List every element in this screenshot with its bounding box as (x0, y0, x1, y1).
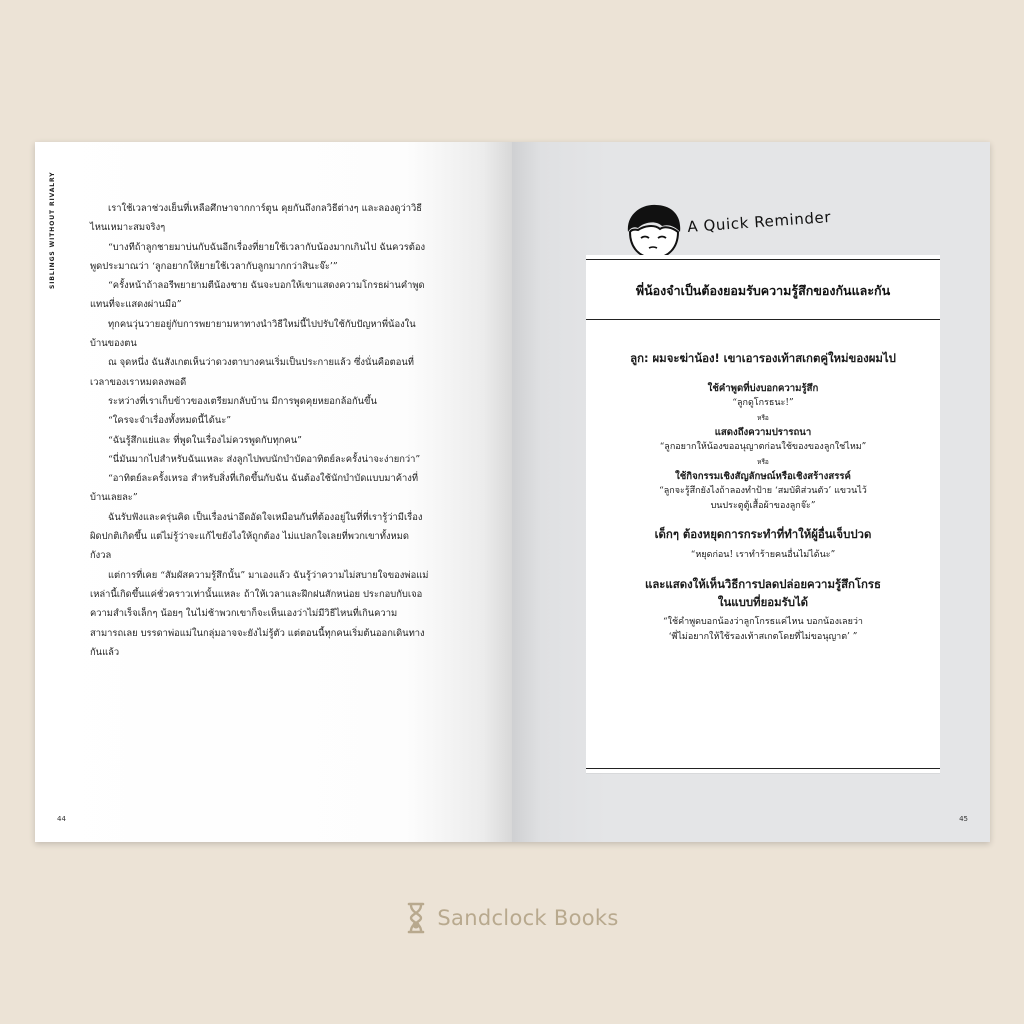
option-quote: “ลูกดูโกรธนะ!” (732, 398, 794, 408)
or-label: หรือ (757, 458, 769, 466)
release-quote: “ใช้คำพูดบอกน้องว่าลูกโกรธแค่ไหน บอกน้องเลยว่า (663, 617, 863, 627)
page-number-left: 44 (57, 815, 66, 823)
left-page (35, 142, 512, 842)
option-quote: “ลูกจะรู้สึกยังไงถ้าลองทำป้าย ‘สมบัติส่วนตัว’ แขวนไว้ (659, 486, 867, 496)
stop-quote: “หยุดก่อน! เราทำร้ายคนอื่นไม่ได้นะ” (690, 550, 836, 560)
paragraph: “อาทิตย์ละครั้งเหรอ สำหรับสิ่งที่เกิดขึ้นกับฉัน ฉันต้องใช้นักบำบัดแบบมาค้างที่บ้านเลยละ” (90, 473, 419, 504)
reminder-title: A Quick Reminder (686, 207, 832, 236)
spacer (596, 514, 930, 526)
release-heading: และแสดงให้เห็นวิธีการปลดปล่อยความรู้สึกโกรธ (644, 577, 882, 591)
paragraph: เราใช้เวลาช่วงเย็นที่เหลือศึกษาจากการ์ตูน คุยกันถึงกลวิธีต่างๆ และลองดูว่าวิธีไหนเหมาะสมจริงๆ (90, 203, 422, 234)
or-label: หรือ (757, 414, 769, 422)
paragraph: “ฉันรู้สึกแย่และ ที่พูดในเรื่องไม่ควรพูดกับทุกคน” (108, 434, 302, 446)
reminder-card (586, 255, 940, 773)
card-content (596, 350, 930, 645)
release-heading: ในแบบที่ยอมรับได้ (717, 595, 809, 609)
card-bottom-rule (586, 768, 940, 769)
book-spread (35, 142, 990, 842)
option-heading: แสดงถึงความปรารถนา (714, 427, 812, 438)
paragraph: “ใครจะจำเรื่องทั้งหมดนี้ได้นะ” (108, 415, 232, 427)
body-text (90, 199, 430, 662)
paragraph: “นี่มันมากไปสำหรับฉันแหละ ส่งลูกไปพบนักบำบัดอาทิตย์ละครั้งน่าจะง่ายกว่า” (108, 453, 421, 465)
option-heading: ใช้กิจกรรมเชิงสัญลักษณ์หรือเชิงสร้างสรรค์ (675, 471, 851, 482)
card-top-rule (586, 259, 940, 260)
paragraph: ระหว่างที่เราเก็บข้าวของเตรียมกลับบ้าน มีการพูดคุยหยอกล้อกันขึ้น (108, 395, 377, 407)
hourglass-icon (405, 901, 427, 935)
card-title-rule (586, 319, 940, 320)
running-head: SIBLINGS WITHOUT RIVALRY (49, 172, 56, 290)
spacer (596, 563, 930, 575)
paragraph: “บางทีถ้าลูกชายมาบ่นกับฉันอีกเรื่องที่ยายใช้เวลากับน้องมากเกินไป ฉันควรต้องพูดประมาณว่า ‘ลูกอยากให้ยายใช้เวลากับลูกมากกว่าสินะจ๊ะ’” (90, 241, 426, 272)
option-heading: ใช้คำพูดที่บ่งบอกความรู้สึก (707, 383, 819, 394)
card-title: พี่น้องจำเป็นต้องยอมรับความรู้สึกของกันและกัน (635, 283, 891, 298)
stop-heading: เด็กๆ ต้องหยุดการกระทำที่ทำให้ผู้อื่นเจ็บปวด (654, 527, 872, 541)
child-line: ลูก: ผมจะฆ่าน้อง! เขาเอารองเท้าสเกตคู่ใหม่ของผมไป (630, 351, 896, 365)
paragraph: แต่การที่เคย “สัมผัสความรู้สึกนั้น” มาเองแล้ว ฉันรู้ว่าความไม่สบายใจของพ่อแม่เหล่านี้เกิดขึ้นแค่ชั่วคราวเท่านั้นแหละ ถ้าให้เวลาและฝึกฝนสักหน่อย ประกอบกับเจอความสำเร็จเล็กๆ น้อยๆ ในไม่ช้าพวกเขาก็จะเห็นเองว่าไม่มีวิธีไหนที่เกินความสามารถเลย บรรดาพ่อแม่ในกลุ่มอาจจะยังไม่รู้ตัว แต่ตอนนี้ทุกคนเริ่มต้นออกเดินทางกันแล้ว (90, 569, 429, 658)
paragraph: ทุกคนวุ่นวายอยู่กับการพยายามหาทางนำวิธีใหม่นี้ไปปรับใช้กับปัญหาพี่น้องในบ้านของตน (90, 318, 416, 350)
option-quote: บนประตูตู้เสื้อผ้าของลูกจ๊ะ” (710, 501, 816, 511)
page-number-right: 45 (959, 815, 968, 823)
paragraph: “ครั้งหน้าถ้าลอรีพยายามตีน้องชาย ฉันจะบอกให้เขาแสดงความโกรธผ่านคำพูดแทนที่จะแสดงผ่านมือ” (90, 280, 425, 311)
release-quote: ‘พี่ไม่อยากให้ใช้รองเท้าสเกตโดยที่ไม่ขอนุญาต’ ” (668, 632, 858, 642)
option-quote: “ลูกอยากให้น้องขออนุญาตก่อนใช้ของของลูกใช่ไหม” (659, 442, 867, 452)
right-page (512, 142, 990, 842)
paragraph: ฉันรับฟังและครุ่นคิด เป็นเรื่องน่าอึดอัดใจเหมือนกันที่ต้องอยู่ในที่ที่เรารู้ว่ามีเรื่องผิดปกติเกิดขึ้น แต่ไม่รู้ว่าจะแก้ไขยังไงให้ถูกต้อง ไม่แปลกใจเลยที่พวกเขาทั้งหมดกังวล (90, 511, 423, 562)
paragraph: ณ จุดหนึ่ง ฉันสังเกตเห็นว่าดวงตาบางคนเริ่มเป็นประกายแล้ว ซึ่งนั่นคือตอนที่เวลาของเราหมดลงพอดี (90, 357, 414, 388)
reminder-header (620, 202, 960, 262)
brand-logo (0, 898, 1024, 938)
brand-name: Sandclock Books (437, 906, 619, 930)
